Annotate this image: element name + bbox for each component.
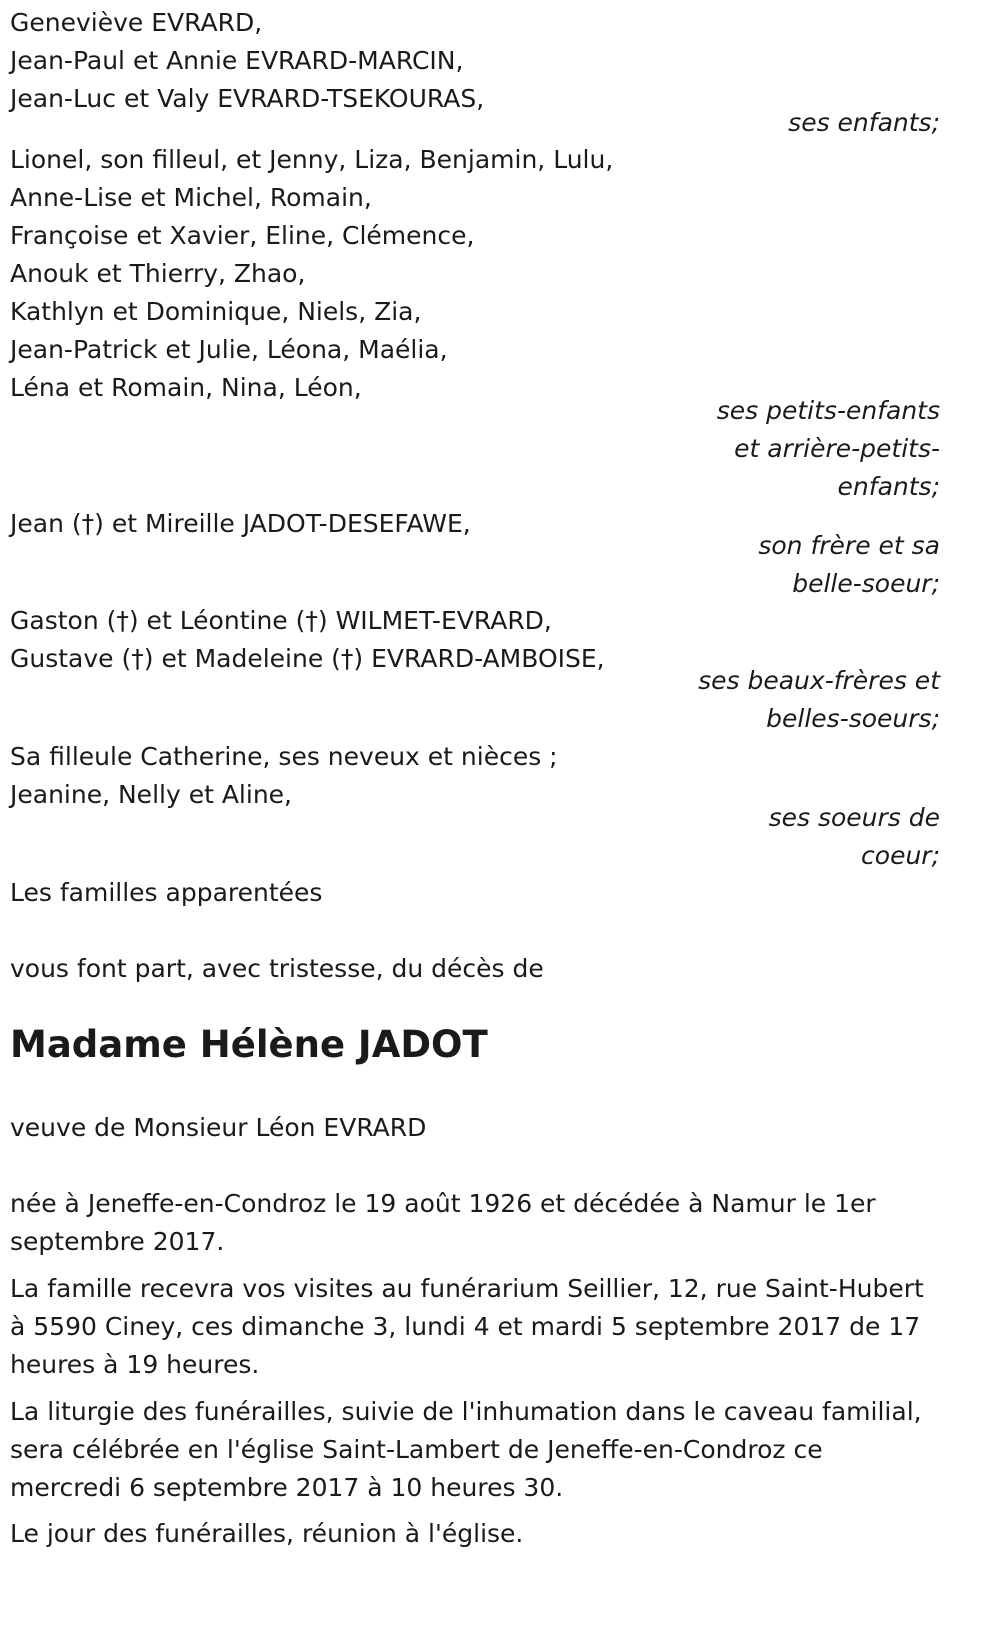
birth-death-paragraph: née à Jeneffe-en-Condroz le 19 août 1926 et décédée à Namur le 1er septembre 2017. — [10, 1189, 876, 1256]
list-item: Sa filleule Catherine, ses neveux et nièces ; — [10, 742, 558, 771]
list-item: Françoise et Xavier, Eline, Clémence, — [10, 221, 475, 250]
grandchildren-role: ses petits-enfants et arrière-petits- enfants; — [716, 396, 940, 501]
deceased-name: Madame Hélène JADOT — [10, 1023, 488, 1066]
families-line: Les familles apparentées — [10, 878, 323, 907]
list-item: Jean-Patrick et Julie, Léona, Maélia, — [10, 335, 448, 364]
widow-of-line: veuve de Monsieur Léon EVRARD — [10, 1113, 427, 1142]
list-item: Gaston (†) et Léontine (†) WILMET-EVRARD, — [10, 606, 552, 635]
list-item: Lionel, son filleul, et Jenny, Liza, Benjamin, Lulu, — [10, 145, 614, 174]
meeting-paragraph: Le jour des funérailles, réunion à l'église. — [10, 1519, 524, 1548]
list-item: Anne-Lise et Michel, Romain, — [10, 183, 372, 212]
brother-role: son frère et sa belle-soeur; — [758, 531, 940, 598]
list-item: Kathlyn et Dominique, Niels, Zia, — [10, 297, 422, 326]
children-role: ses enfants; — [788, 108, 940, 137]
announcement-line: vous font part, avec tristesse, du décès de — [10, 954, 544, 983]
list-item: Gustave (†) et Madeleine (†) EVRARD-AMBOISE, — [10, 644, 605, 673]
list-item: Jean (†) et Mireille JADOT-DESEFAWE, — [10, 509, 471, 538]
list-item: Anouk et Thierry, Zhao, — [10, 259, 306, 288]
list-item: Jean-Paul et Annie EVRARD-MARCIN, — [10, 46, 464, 75]
grandchildren-list — [10, 141, 613, 407]
inlaws-role: ses beaux-frères et belles-soeurs; — [698, 666, 940, 733]
list-item: Jean-Luc et Valy EVRARD-TSEKOURAS, — [10, 84, 485, 113]
children-list — [10, 4, 484, 118]
list-item: Léna et Romain, Nina, Léon, — [10, 373, 362, 402]
visits-paragraph: La famille recevra vos visites au funérarium Seillier, 12, rue Saint-Hubert à 5590 Ciney, ces dimanche 3, lundi 4 et mardi 5 septembre 2017 de 17 heures à 19 heures. — [10, 1274, 924, 1379]
heart-sisters-role: ses soeurs de coeur; — [768, 803, 940, 870]
liturgy-paragraph: La liturgie des funérailles, suivie de l'inhumation dans le caveau familial, sera célébrée en l'église Saint-Lambert de Jeneffe-en-Condroz ce mercredi 6 septembre 2017 à 10 heures 30. — [10, 1397, 922, 1502]
list-item: Jeanine, Nelly et Aline, — [10, 780, 292, 809]
list-item: Geneviève EVRARD, — [10, 8, 263, 37]
